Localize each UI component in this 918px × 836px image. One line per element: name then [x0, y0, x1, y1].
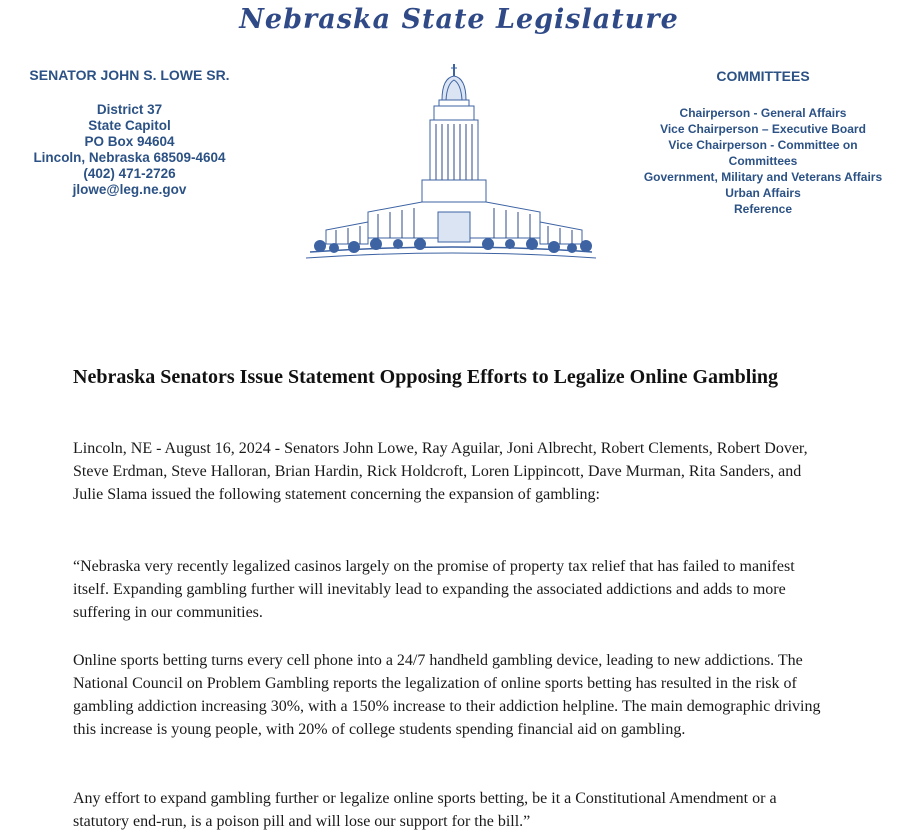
statement-paragraph: Any effort to expand gambling further or legalize online sports betting, be it a Constitutional Amendment or a statutory end-run, is a poison pill and will lose our support for the bill.”: [73, 790, 777, 830]
statement-paragraph: Online sports betting turns every cell phone into a 24/7 handheld gambling device, leading to new addictions. The National Council on Problem Gambling reports the legalization of online sports betting has resulted in the risk of gambling addiction increasing 30%, with a 150% increase to their addiction helpline. The main demographic driving this increase is young people, with 20% of college students spending financial aid on gambling.: [73, 652, 821, 738]
capitol-building-illustration: [306, 62, 596, 270]
statement-paragraph: “Nebraska very recently legalized casinos largely on the promise of property tax relief that has failed to manifest itself. Expanding gambling further will inevitably lead to expanding the associated addictions and adds to more suffering in our communities.: [73, 558, 795, 621]
press-release-headline: Nebraska Senators Issue Statement Opposing Efforts to Legalize Online Gambling: [73, 366, 779, 388]
committees-block: [625, 68, 901, 217]
committee-item: Urban Affairs: [725, 186, 801, 200]
committee-item: Committees: [728, 154, 798, 168]
legislature-masthead: Nebraska State Legislature: [239, 4, 679, 35]
po-box-line: PO Box 94604: [84, 134, 175, 149]
committee-item: Reference: [733, 202, 793, 216]
phone-line: (402) 471-2726: [83, 166, 176, 181]
committee-item: Chairperson - General Affairs: [679, 106, 847, 120]
city-line: Lincoln, Nebraska 68509-4604: [33, 150, 226, 165]
committee-item: Vice Chairperson – Executive Board: [660, 122, 866, 136]
email-link[interactable]: jlowe@leg.ne.gov: [72, 182, 187, 197]
committee-item: Vice Chairperson - Committee on: [668, 138, 858, 152]
district-line: District 37: [96, 102, 163, 117]
capitol-line: State Capitol: [88, 118, 171, 133]
dateline-paragraph: Lincoln, NE - August 16, 2024 - Senators John Lowe, Ray Aguilar, Joni Albrecht, Robert Clements, Robert Dover, Steve Erdman, Steve Halloran, Brian Hardin, Rick Holdcroft, Loren Lippincott, Dave Murman, Rita Sanders, and Julie Slama issued the following statement concerning the expansion of gambling:: [73, 440, 808, 503]
senator-contact-block: [22, 67, 237, 198]
committees-title: COMMITTEES: [716, 68, 810, 84]
senator-name: SENATOR JOHN S. LOWE SR.: [29, 67, 230, 83]
committee-item: Government, Military and Veterans Affairs: [643, 170, 883, 184]
